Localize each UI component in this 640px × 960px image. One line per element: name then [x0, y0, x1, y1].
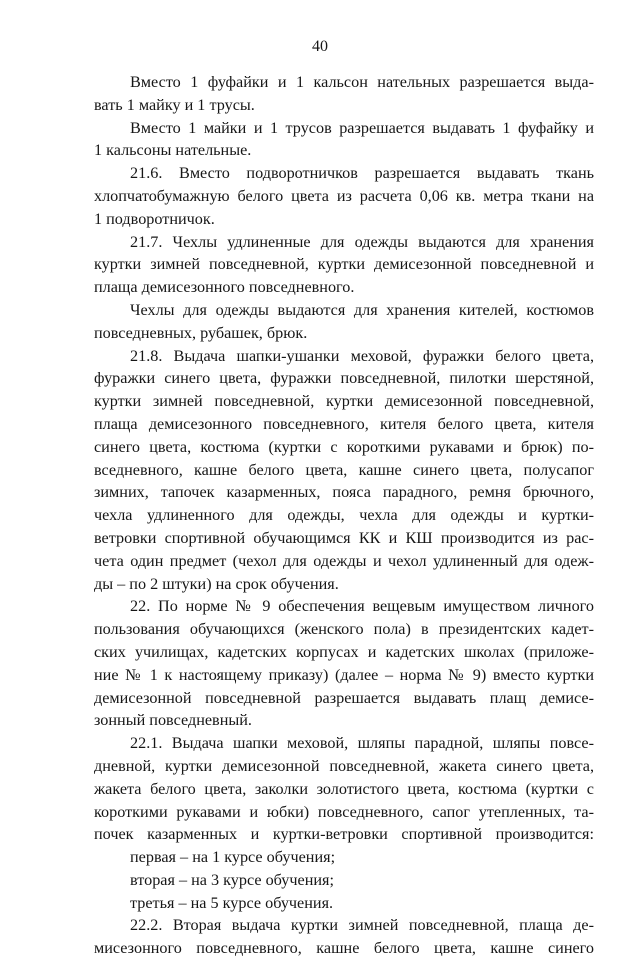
text-line: вать 1 майку и 1 трусы.: [94, 95, 255, 114]
text-line: 21.7. Чехлы удлиненные для одежды выдаются для хранения: [130, 232, 594, 251]
text-line: зонный повседневный.: [94, 711, 252, 730]
text-line: фуражки синего цвета, фуражки повседневной, пилотки шерстяной,: [94, 369, 594, 388]
text-line: 21.6. Вместо подворотничков разрешается выдавать ткань: [130, 164, 594, 183]
text-line: 22.1. Выдача шапки меховой, шляпы парадной, шляпы повсе-: [130, 734, 594, 753]
text-line: зимних, тапочек казарменных, пояса парадного, ремня брючного,: [94, 483, 594, 502]
text-line: куртки зимней повседневной, куртки демисезонной повседневной,: [94, 392, 594, 411]
text-line: Чехлы для одежды выдаются для хранения кителей, костюмов: [130, 300, 594, 319]
text-line: 22.2. Вторая выдача куртки зимней повседневной, плаща де-: [130, 916, 594, 935]
text-line: чехла удлиненного для одежды, чехла для одежды и куртки-: [94, 506, 594, 525]
text-line: 22. По норме № 9 обеспечения вещевым имуществом личного: [130, 597, 594, 616]
text-line: ние № 1 к настоящему приказу) (далее – норма № 9) вместо куртки: [94, 665, 594, 684]
text-line: первая – на 1 курсе обучения;: [130, 848, 336, 867]
text-line: мисезонного повседневного, кашне белого цвета, кашне синего: [94, 939, 594, 958]
text-line: 21.8. Выдача шапки-ушанки меховой, фуражки белого цвета,: [130, 346, 594, 365]
text-line: 1 кальсоны нательные.: [94, 141, 252, 160]
text-line: синего цвета, костюма (куртки с короткими рукавами и брюк) по-: [94, 437, 594, 456]
text-line: ских училищах, кадетских корпусах и кадетских школах (приложе-: [94, 642, 594, 661]
text-line: третья – на 5 курсе обучения.: [130, 893, 334, 912]
text-line: вседневного, кашне белого цвета, кашне синего цвета, полусапог: [94, 460, 594, 479]
text-line: демисезонной повседневной разрешается выдавать плащ демисе-: [94, 688, 594, 707]
text-line: ветровки спортивной обучающимся КК и КШ производится из рас-: [94, 528, 594, 547]
text-line: повседневных, рубашек, брюк.: [94, 323, 308, 342]
text-line: плаща демисезонного повседневного.: [94, 278, 355, 297]
page-number: 40: [312, 38, 328, 55]
text-line: почек казарменных и куртки-ветровки спортивной производится:: [94, 825, 594, 844]
text-line: Вместо 1 фуфайки и 1 кальсон нательных разрешается выда-: [130, 73, 594, 91]
text-line: вторая – на 3 курсе обучения;: [130, 870, 334, 889]
text-line: ды – по 2 штуки) на срок обучения.: [94, 574, 339, 593]
text-line: жакета белого цвета, заколки золотистого цвета, костюма (куртки с: [94, 779, 594, 798]
body-text: [94, 71, 594, 960]
text-line: пользования обучающихся (женского пола) в президентских кадет-: [94, 620, 594, 639]
text-line: куртки зимней повседневной, куртки демисезонной повседневной и: [94, 255, 594, 274]
text-line: 1 подворотничок.: [94, 209, 215, 228]
text-line: дневной, куртки демисезонной повседневной, жакета синего цвета,: [94, 756, 594, 775]
text-line: Вместо 1 майки и 1 трусов разрешается выдавать 1 фуфайку и: [130, 118, 594, 137]
text-line: хлопчатобумажную белого цвета из расчета 0,06 кв. метра ткани на: [94, 186, 594, 205]
text-line: плаща демисезонного повседневного, кителя белого цвета, кителя: [94, 414, 594, 433]
text-line: чета один предмет (чехол для одежды и чехол удлиненный для одеж-: [94, 551, 594, 570]
text-line: короткими рукавами и юбки) повседневного, сапог утепленных, та-: [94, 802, 594, 821]
